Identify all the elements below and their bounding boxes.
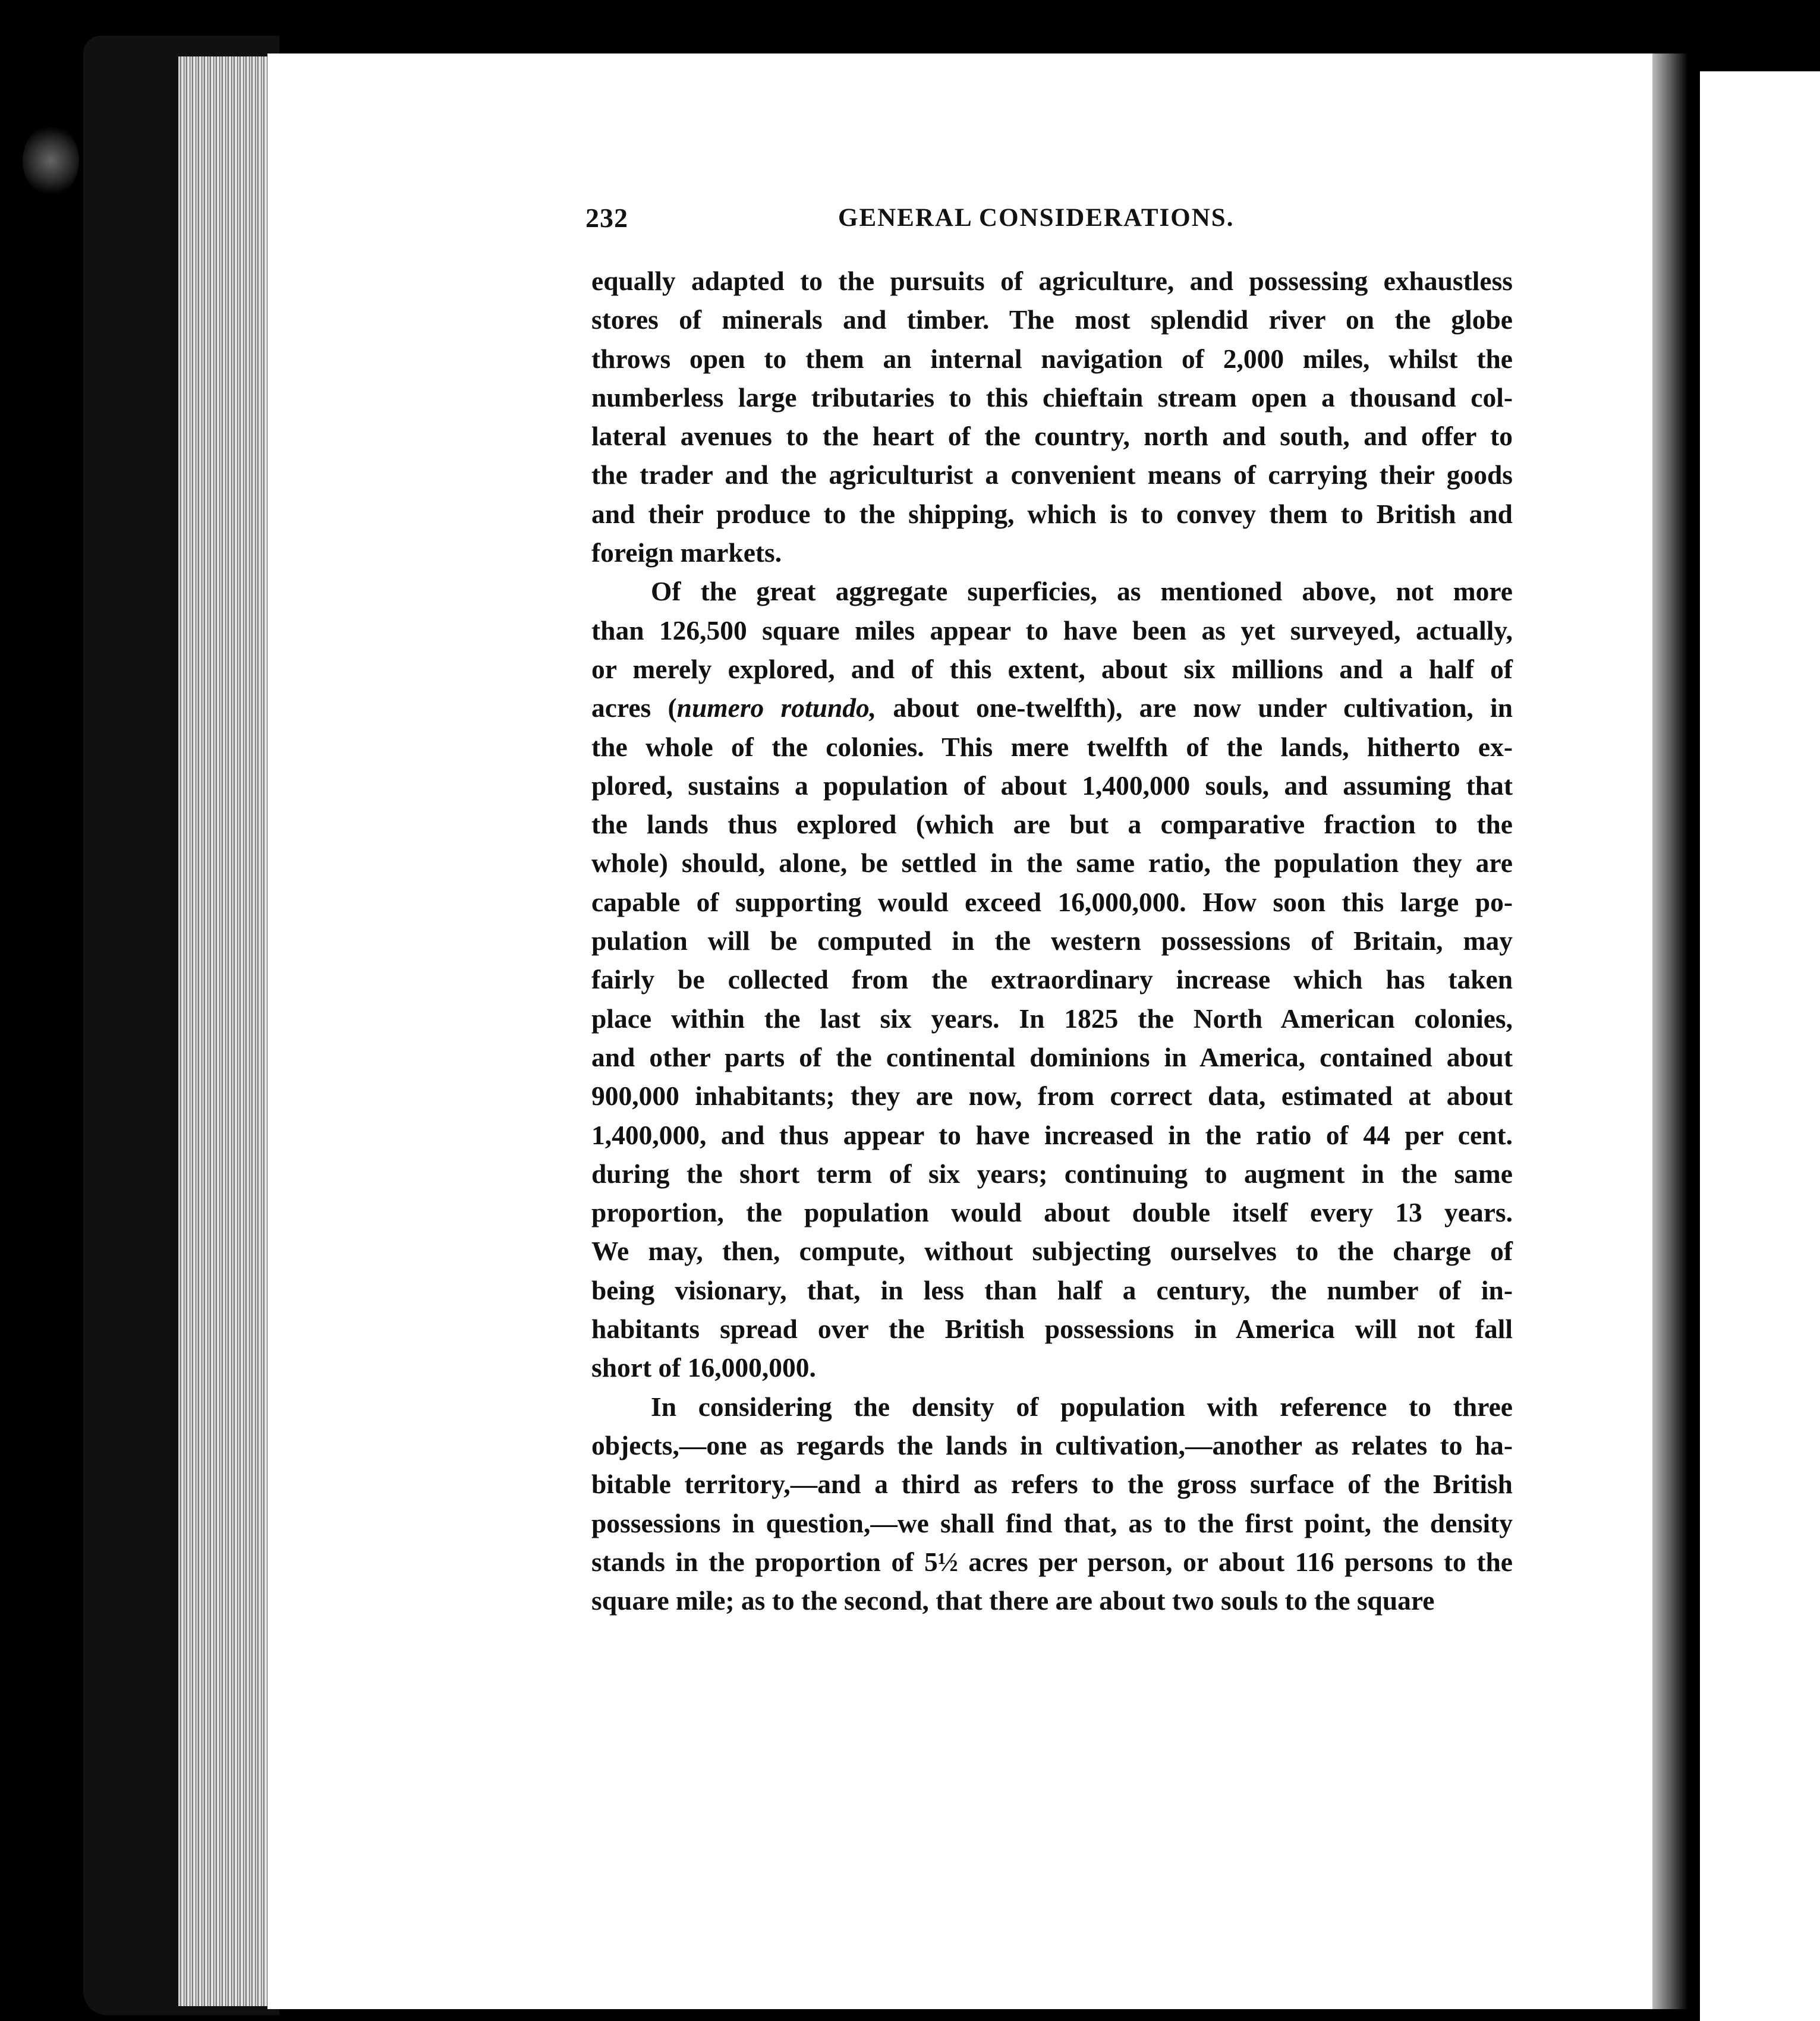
page-number: 232 <box>585 203 628 233</box>
text-line: lateral avenues to the heart of the country, north and south, and offer to <box>591 421 1513 452</box>
text-line: fairly be collected from the extraordinary increase which has taken <box>591 964 1513 995</box>
page-gutter-shadow <box>1652 53 1688 2009</box>
text-line: throws open to them an internal navigation of 2,000 miles, whilst the <box>591 343 1513 374</box>
page-edges <box>178 56 279 2006</box>
body-text <box>591 262 1513 1620</box>
paragraph <box>591 572 1513 1387</box>
text-line: the whole of the colonies. This mere twelfth of the lands, hitherto ex- <box>591 731 1513 762</box>
text-line: stands in the proportion of 5½ acres per person, or about 116 persons to the <box>591 1546 1513 1577</box>
text-line: 1,400,000, and thus appear to have increased in the ratio of 44 per cent. <box>591 1119 1513 1150</box>
text-line: objects,—one as regards the lands in cultivation,—another as relates to ha- <box>591 1430 1513 1460</box>
running-head <box>585 202 1507 244</box>
text-line: plored, sustains a population of about 1,400,000 souls, and assuming that <box>591 770 1513 801</box>
text-line: habitants spread over the British possessions in America will not fall <box>591 1314 1513 1345</box>
text-line: numberless large tributaries to this chieftain stream open a thousand col- <box>591 382 1513 413</box>
text-line: acres (numero rotundo, about one-twelfth), are now under cultivation, in <box>591 692 1513 723</box>
text-line: bitable territory,—and a third as refers to the gross surface of the British <box>591 1469 1513 1500</box>
text-line: the trader and the agriculturist a convenient means of carrying their goods <box>591 459 1513 490</box>
paragraph <box>591 1387 1513 1620</box>
text-line: In considering the density of population with reference to three <box>651 1391 1513 1422</box>
text-line: and their produce to the shipping, which is to convey them to British and <box>591 498 1513 529</box>
text-line: proportion, the population would about double itself every 13 years. <box>591 1197 1513 1228</box>
text-line: equally adapted to the pursuits of agriculture, and possessing exhaustless <box>591 266 1513 296</box>
text-line: place within the last six years. In 1825 the North American colonies, <box>591 1003 1513 1034</box>
text-line: than 126,500 square miles appear to have been as yet surveyed, actually, <box>591 615 1513 646</box>
text-line: pulation will be computed in the western possessions of Britain, may <box>591 925 1513 956</box>
text-line: stores of minerals and timber. The most splendid river on the globe <box>591 304 1513 335</box>
text-line: foreign markets. <box>591 537 782 568</box>
text-line: short of 16,000,000. <box>591 1352 816 1383</box>
text-line: the lands thus explored (which are but a comparative fraction to the <box>591 809 1513 840</box>
ink-blot <box>23 125 79 196</box>
text-line: possessions in question,—we shall find that, as to the first point, the density <box>591 1507 1513 1538</box>
paragraph <box>591 262 1513 572</box>
text-line: We may, then, compute, without subjecting ourselves to the charge of <box>591 1236 1513 1267</box>
page-gap <box>1688 53 1701 2021</box>
text-line: 900,000 inhabitants; they are now, from correct data, estimated at about <box>591 1081 1513 1112</box>
page-heading: GENERAL CONSIDERATIONS. <box>838 204 1235 232</box>
facing-page-edge <box>1700 71 1820 2021</box>
text-line: capable of supporting would exceed 16,000,000. How soon this large po- <box>591 886 1513 917</box>
text-line: and other parts of the continental dominions in America, contained about <box>591 1041 1513 1072</box>
text-line: whole) should, alone, be settled in the same ratio, the population they are <box>591 848 1513 879</box>
text-line: Of the great aggregate superficies, as mentioned above, not more <box>651 576 1513 607</box>
text-line: being visionary, that, in less than half a century, the number of in- <box>591 1274 1513 1305</box>
text-line: square mile; as to the second, that there are about two souls to the square <box>591 1585 1435 1616</box>
text-line: during the short term of six years; continuing to augment in the same <box>591 1158 1513 1189</box>
text-line: or merely explored, and of this extent, about six millions and a half of <box>591 653 1513 684</box>
